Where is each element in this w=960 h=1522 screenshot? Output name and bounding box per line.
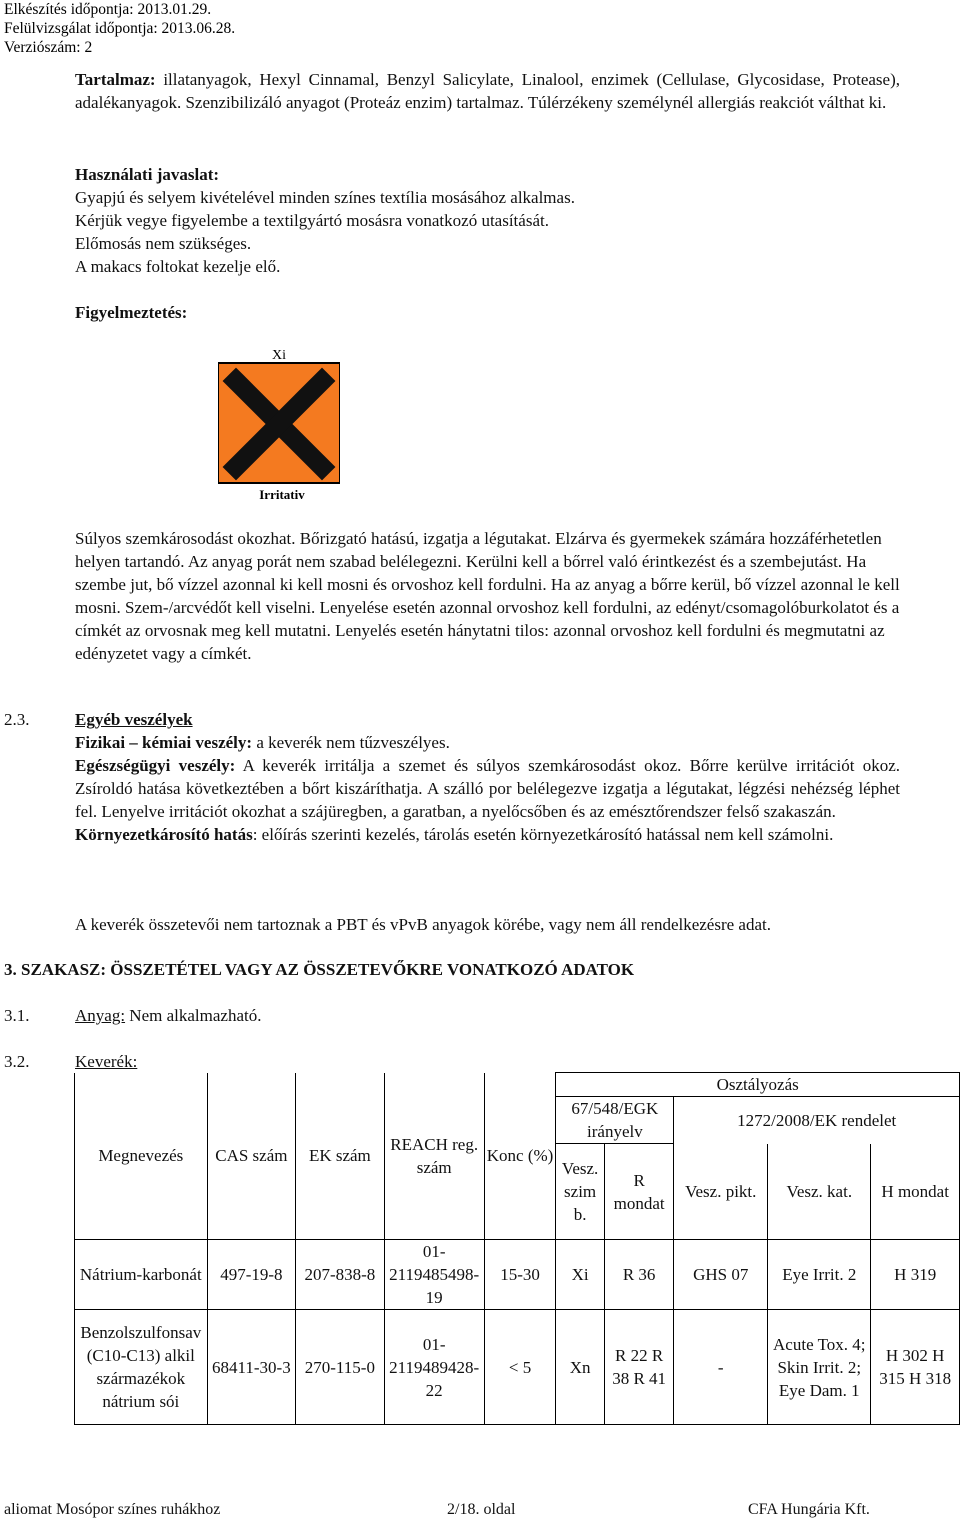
footer-product-name: aliomat Mosópor színes ruhákhoz bbox=[4, 1501, 221, 1518]
cell-h-phrase: H 319 bbox=[871, 1240, 960, 1310]
header-reach: REACH reg. szám bbox=[384, 1073, 484, 1240]
environmental-hazard-text: : előírás szerinti kezelés, tárolás esetén környezetkárosító hatással nem kell számolni. bbox=[252, 825, 834, 844]
header-directive-67-548: 67/548/EGK irányelv bbox=[556, 1097, 674, 1144]
usage-line: Gyapjú és selyem kivételével minden színes textília mosásához alkalmas. bbox=[75, 188, 575, 207]
usage-line: A makacs foltokat kezelje elő. bbox=[75, 257, 281, 276]
warning-text: Súlyos szemkárosodást okozhat. Bőrizgató hatású, izgatja a légutakat. Elzárva és gyermekek számára hozzáférhetetlen helyen tartandó. Az anyag porát nem szabad belélegezni. Kerülni kell a bőrrel való érintkezést és a szembejutást. Ha szembe jut, bő vízzel azonnal ki kell mosni és orvoshoz kell fordulni. Ha az anyag a bőrre kerül, bő vízzel azonnal le kell mosni. Szem-/arcvédőt kell viselni. Lenyelése esetén azonnal orvoshoz kell fordulni, az edényt/csomagolóburkolatot és a címkét az orvosnak meg kell mutatni. Lenyelés esetén hánytatni tilos: azonnal orvoshoz kell fordulni és megmutatni az edényzetet vagy a címkét. bbox=[75, 529, 900, 663]
health-hazard-label: Egészségügyi veszély: bbox=[75, 756, 236, 775]
contents-label: Tartalmaz: bbox=[75, 70, 156, 89]
header-cas: CAS szám bbox=[207, 1073, 296, 1240]
cell-name: Benzolszulfonsav (C10-C13) alkil származékok nátrium sói bbox=[75, 1310, 208, 1425]
header-konc: Konc (%) bbox=[484, 1073, 556, 1240]
created-date: Elkészítés időpontja: 2013.01.29. bbox=[4, 1, 212, 18]
pictogram-bottom-label: Irritativ bbox=[259, 487, 305, 502]
cell-konc: 15-30 bbox=[484, 1240, 556, 1310]
footer-company: CFA Hungária Kft. bbox=[748, 1501, 870, 1518]
warning-title-row bbox=[75, 301, 900, 324]
header-hazard-category: Vesz. kat. bbox=[768, 1144, 871, 1240]
cell-r-phrase: R 22 R 38 R 41 bbox=[604, 1310, 674, 1425]
cell-h-phrase: H 302 H 315 H 318 bbox=[871, 1310, 960, 1425]
table-row bbox=[75, 1240, 960, 1310]
section-2-3-title-row bbox=[75, 708, 900, 731]
pictogram-top-label: Xi bbox=[272, 348, 286, 363]
header-regulation-1272: 1272/2008/EK rendelet bbox=[674, 1097, 960, 1144]
physical-hazard-text: a keverék nem tűzveszélyes. bbox=[252, 733, 450, 752]
substance-text: Nem alkalmazható. bbox=[125, 1006, 262, 1025]
environmental-hazard-label: Környezetkárosító hatás bbox=[75, 825, 253, 844]
header-name: Megnevezés bbox=[75, 1073, 208, 1240]
header-classification: Osztályozás bbox=[556, 1073, 960, 1097]
environmental-hazard bbox=[75, 823, 900, 846]
cell-reach: 01-2119489428-22 bbox=[384, 1310, 484, 1425]
cell-cas: 68411-30-3 bbox=[207, 1310, 296, 1425]
contents-paragraph bbox=[75, 68, 900, 114]
usage-line: Előmosás nem szükséges. bbox=[75, 234, 252, 253]
cell-ek: 207-838-8 bbox=[296, 1240, 385, 1310]
cell-category: Acute Tox. 4; Skin Irrit. 2; Eye Dam. 1 bbox=[768, 1310, 871, 1425]
physical-hazard bbox=[75, 731, 900, 754]
section-2-3-body bbox=[75, 731, 900, 846]
section-3-2-row bbox=[75, 1050, 900, 1073]
section-2-3-number: 2.3. bbox=[4, 710, 30, 729]
cell-cas: 497-19-8 bbox=[207, 1240, 296, 1310]
header-h-phrase: H mondat bbox=[871, 1144, 960, 1240]
substance-label: Anyag: bbox=[75, 1006, 126, 1025]
cell-name: Nátrium-karbonát bbox=[75, 1240, 208, 1310]
composition-table bbox=[74, 1072, 960, 1425]
section-3-1-number: 3.1. bbox=[4, 1006, 30, 1025]
contents-text: illatanyagok, Hexyl Cinnamal, Benzyl Salicylate, Linalool, enzimek (Cellulase, Glycosidase, Protease), adalékanyagok. Szenzibilizáló anyagot (Proteáz enzim) tartalmaz. Túlérzékeny személynél allergiás reakciót válthat ki. bbox=[75, 70, 900, 112]
cell-symbol: Xn bbox=[556, 1310, 604, 1425]
warning-title: Figyelmeztetés: bbox=[75, 303, 188, 322]
header-ek: EK szám bbox=[296, 1073, 385, 1240]
usage-section bbox=[75, 163, 900, 278]
section-2-3-title: Egyéb veszélyek bbox=[75, 710, 193, 729]
revised-date: Felülvizsgálat időpontja: 2013.06.28. bbox=[4, 20, 236, 37]
table-row bbox=[75, 1310, 960, 1425]
header-r-phrase: R mondat bbox=[604, 1144, 674, 1240]
cell-reach: 01-2119485498-19 bbox=[384, 1240, 484, 1310]
cell-category: Eye Irrit. 2 bbox=[768, 1240, 871, 1310]
xi-hazard-pictogram bbox=[218, 345, 340, 503]
section-3-2-number: 3.2. bbox=[4, 1052, 30, 1071]
version-number: Verziószám: 2 bbox=[4, 39, 93, 56]
mixture-label: Keverék: bbox=[75, 1052, 138, 1071]
physical-hazard-label: Fizikai – kémiai veszély: bbox=[75, 733, 253, 752]
usage-title: Használati javaslat: bbox=[75, 165, 220, 184]
header-hazard-pictogram: Vesz. pikt. bbox=[674, 1144, 768, 1240]
health-hazard bbox=[75, 754, 900, 823]
pbt-statement: A keverék összetevői nem tartoznak a PBT és vPvB anyagok körébe, vagy nem áll rendelkezésre adat. bbox=[75, 915, 771, 934]
footer-page-number: 2/18. oldal bbox=[447, 1501, 516, 1518]
health-hazard-text: A keverék irritálja a szemet és súlyos szemkárosodást okoz. Bőrre kerülve irritációt okoz. Zsíroldó hatása következtében a bőrt kiszáríthatja. A szálló por belélegezve izgatja a légutakat, légzési nehézség léphet fel. Lenyelve irritációt okozhat a szájüregben, a garatban, a nyelőcsőben és az emésztőrendszer felső szakaszán. bbox=[75, 756, 900, 821]
header-hazard-symbol: Vesz. szim b. bbox=[556, 1144, 604, 1240]
usage-line: Kérjük vegye figyelembe a textilgyártó mosásra vonatkozó utasítását. bbox=[75, 211, 549, 230]
document-header bbox=[4, 0, 235, 57]
cell-pictogram: GHS 07 bbox=[674, 1240, 768, 1310]
cell-symbol: Xi bbox=[556, 1240, 604, 1310]
cell-konc: < 5 bbox=[484, 1310, 556, 1425]
section-3-title: 3. SZAKASZ: ÖSSZETÉTEL VAGY AZ ÖSSZETEVŐKRE VONATKOZÓ ADATOK bbox=[4, 960, 635, 979]
cell-ek: 270-115-0 bbox=[296, 1310, 385, 1425]
section-3-1-row bbox=[75, 1004, 900, 1027]
cell-r-phrase: R 36 bbox=[604, 1240, 674, 1310]
cell-pictogram: - bbox=[674, 1310, 768, 1425]
